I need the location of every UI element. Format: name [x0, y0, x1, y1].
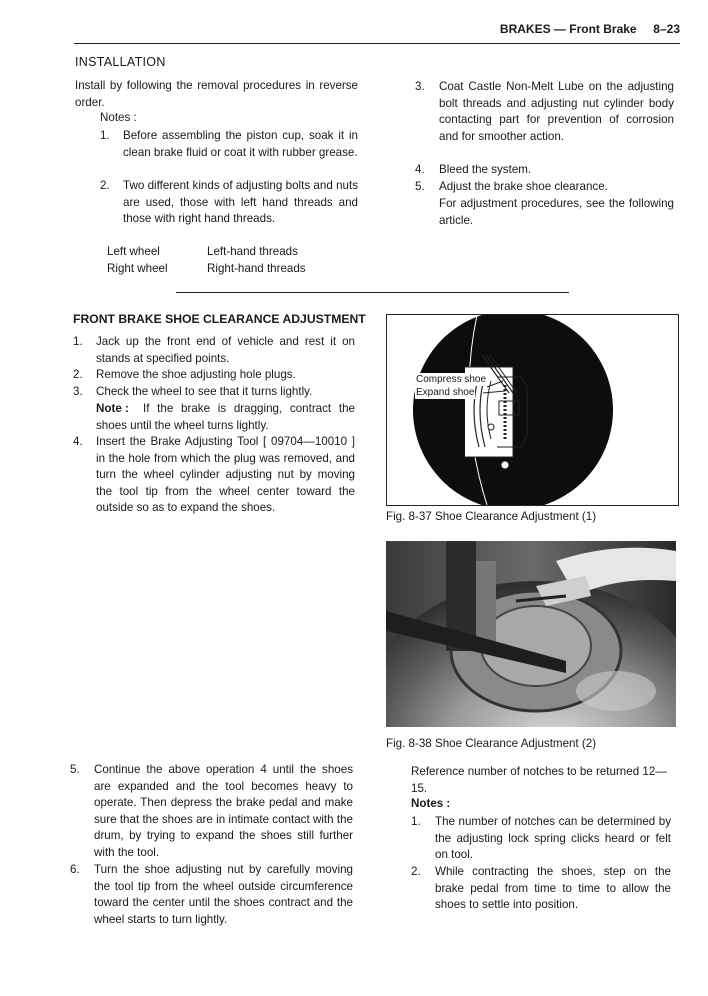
adjustment-note-text: While contracting the shoes, step on the brake pedal from time to time to allow the shoes to settle into position. [435, 865, 671, 912]
adjustment-step-number: 1. [73, 335, 83, 348]
threads-cell: Right-hand threads [207, 262, 306, 275]
installation-step-number: 5. [415, 180, 425, 193]
figure-8-38-photo [386, 541, 676, 727]
adjustment-note-number: 1. [411, 815, 421, 828]
reference-notches: Reference number of notches to be returned 12—15. [411, 765, 667, 795]
adjustment-step-text: Continue the above operation 4 until the shoes are expanded and the tool becomes heavy to operate. Then depress the brake pedal and make sure that the shoes are in intimate contact with the drum, by trying to expand the shoes still further with the tool. [94, 763, 353, 859]
installation-step-text: Coat Castle Non-Melt Lube on the adjusting bolt threads and adjusting nut cylinder body contacting part for prevention of corrosion and for smoother action. [439, 80, 674, 143]
running-header [480, 22, 680, 36]
header-title: BRAKES — Front Brake [499, 22, 637, 36]
step3-note-text: If the brake is dragging, contract the shoes until the wheel turns lightly. [96, 402, 355, 432]
label-compress-shoe: Compress shoe [416, 374, 487, 385]
adjustment-step-number: 5. [70, 763, 80, 776]
adjustment-note-text: The number of notches can be determined by the adjusting lock spring clicks heard or felt on tool. [435, 815, 671, 862]
installation-step5-detail: For adjustment procedures, see the following article. [439, 197, 674, 227]
figure-8-37-caption: Fig. 8-37 Shoe Clearance Adjustment (1) [386, 510, 597, 523]
adjustment-step-number: 6. [70, 863, 80, 876]
installation-step-text: Bleed the system. [439, 163, 532, 176]
installation-note-text: Two different kinds of adjusting bolts and nuts are used, those with left hand threads and those with right hand threads. [123, 179, 358, 226]
figure-8-37 [386, 314, 679, 506]
step3-note-label: Note : [96, 402, 129, 415]
label-expand-shoe: Expand shoe [416, 387, 475, 398]
adjustment-heading: FRONT BRAKE SHOE CLEARANCE ADJUSTMENT [73, 312, 366, 326]
adjustment-step-text: Insert the Brake Adjusting Tool [ 09704—10010 ] in the hole from which the plug was removed, and turn the wheel cylinder adjusting nut by moving the tool tip from the wheel center toward the outside so as to expand the shoes. [96, 435, 355, 515]
wheel-cell: Right wheel [107, 262, 168, 275]
adjustment-step-number: 3. [73, 385, 83, 398]
adjustment-step-text: Turn the shoe adjusting nut by carefully moving the tool tip from the wheel outside circumference toward the center until the shoes contract and the wheel starts to turn lightly. [94, 863, 353, 926]
thread-table-row [107, 260, 306, 277]
thread-table [107, 243, 306, 277]
wheel-photo [386, 541, 676, 727]
installation-step-text: Adjust the brake shoe clearance. [439, 180, 608, 193]
installation-note-text: Before assembling the piston cup, soak it in clean brake fluid or coat it with rubber grease. [123, 129, 358, 159]
threads-cell: Left-hand threads [207, 245, 298, 258]
installation-intro: Install by following the removal procedures in reverse order. [75, 79, 358, 109]
adjustment-step-text: Remove the shoe adjusting hole plugs. [96, 368, 296, 381]
installation-notes-label: Notes : [100, 111, 137, 124]
header-rule [74, 43, 680, 44]
installation-note-number: 1. [100, 129, 110, 142]
page-number: 8–23 [653, 22, 680, 36]
adjustment-step-number: 2. [73, 368, 83, 381]
installation-heading: INSTALLATION [75, 55, 166, 69]
adjustment-note-number: 2. [411, 865, 421, 878]
thread-table-row [107, 243, 306, 260]
adjustment-step-text: Check the wheel to see that it turns lightly. [96, 385, 313, 398]
installation-note-number: 2. [100, 179, 110, 192]
installation-step-number: 3. [415, 80, 425, 93]
section-divider [176, 292, 569, 293]
adjustment-step-number: 4. [73, 435, 83, 448]
installation-step-number: 4. [415, 163, 425, 176]
brake-drum-illustration [387, 315, 678, 505]
wheel-cell: Left wheel [107, 245, 160, 258]
figure-8-38-caption: Fig. 8-38 Shoe Clearance Adjustment (2) [386, 737, 597, 750]
adjustment-step-text: Jack up the front end of vehicle and rest it on stands at specified points. [96, 335, 355, 365]
adjustment-notes-label: Notes : [411, 797, 451, 810]
